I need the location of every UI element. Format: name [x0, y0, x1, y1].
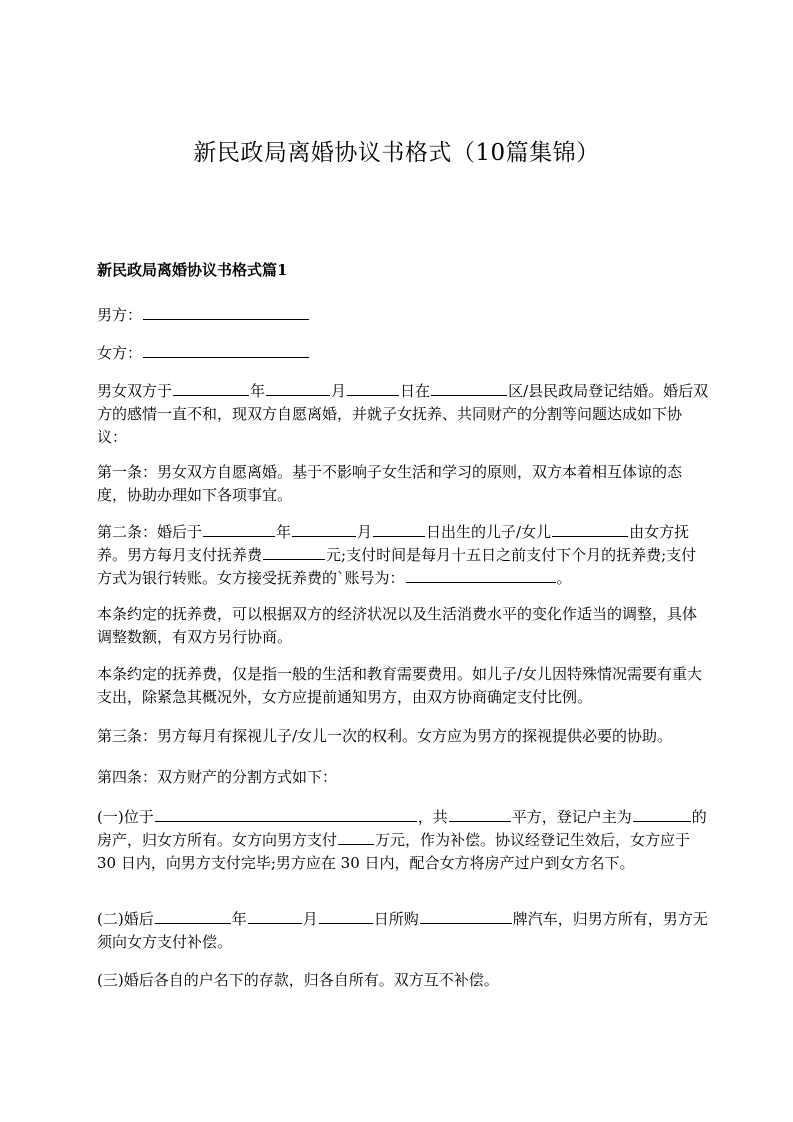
support-amount-blank	[263, 545, 325, 560]
section-heading: 新民政局离婚协议书格式篇1	[97, 261, 288, 279]
support-adjust-paragraph: 本条约定的抚养费，可以根据双方的经济状况以及生活消费水平的变化作适当的调整，具体调整数额，有双方另行协商。	[97, 605, 698, 646]
property-area-blank	[449, 807, 511, 822]
child-name-blank	[552, 522, 628, 537]
document-title: 新民政局离婚协议书格式（10篇集锦）	[193, 140, 600, 166]
male-label: 男方：	[97, 306, 143, 324]
article-2: 第二条：婚后于 年 月 日出生的儿子/女儿 由女方抚养。男方每月支付抚养费 元;支付时间是每月十五日之前支付下个月的抚养费;支付方式为银行转账。女方接受抚养费的`账号为： 。	[97, 523, 697, 587]
birth-day-blank	[373, 522, 425, 537]
account-number-blank	[406, 568, 556, 583]
male-party-line	[97, 304, 709, 327]
female-name-blank	[143, 343, 309, 358]
property-item-1: (一)位于 ，共 平方，登记户主为 的房产，归女方所有。女方向男方支付 万元，作为补偿。协议经登记生效后，女方应于 30 日内，向男方支付完毕;男方应在 30 日内，配合女方将房产过户到女方名下。	[97, 808, 707, 872]
property-location-blank	[155, 807, 417, 822]
purchase-year-blank	[155, 909, 231, 924]
male-name-blank	[143, 305, 309, 320]
female-party-line	[97, 342, 709, 365]
property-item-3: (三)婚后各自的户名下的存款，归各自所有。双方互不补偿。	[97, 971, 499, 989]
article-4: 第四条：双方财产的分割方式如下：	[97, 768, 338, 786]
intro-paragraph: 男女双方于 年 月 日在 区/县民政局登记结婚。婚后双方的感情一直不和，现双方自愿离婚，并就子女抚养、共同财产的分割等问题达成如下协议：	[97, 382, 709, 446]
marriage-month-blank	[266, 381, 330, 396]
birth-year-blank	[203, 522, 275, 537]
marriage-day-blank	[347, 381, 399, 396]
property-owner-blank	[633, 807, 691, 822]
article-1: 第一条：男女双方自愿离婚。基于不影响子女生活和学习的原则，双方本着相互体谅的态度，协助办理如下各项事宜。	[97, 463, 683, 504]
purchase-day-blank	[319, 909, 373, 924]
district-blank	[431, 381, 507, 396]
property-item-2: (二)婚后 年 月 日所购 牌汽车，归男方所有，男方无须向女方支付补偿。	[97, 910, 708, 951]
car-brand-blank	[420, 909, 512, 924]
support-scope-paragraph: 本条约定的抚养费，仅是指一般的生活和教育需要费用。如儿子/女儿因特殊情况需要有重大支出，除紧急其概况外，女方应提前通知男方，由双方协商确定支付比例。	[97, 665, 703, 706]
birth-month-blank	[292, 522, 356, 537]
marriage-year-blank	[173, 381, 249, 396]
female-label: 女方：	[97, 344, 143, 362]
compensation-amount-blank	[338, 830, 374, 845]
article-3: 第三条：男方每月有探视儿子/女儿一次的权利。女方应为男方的探视提供必要的协助。	[97, 727, 673, 745]
purchase-month-blank	[248, 909, 302, 924]
